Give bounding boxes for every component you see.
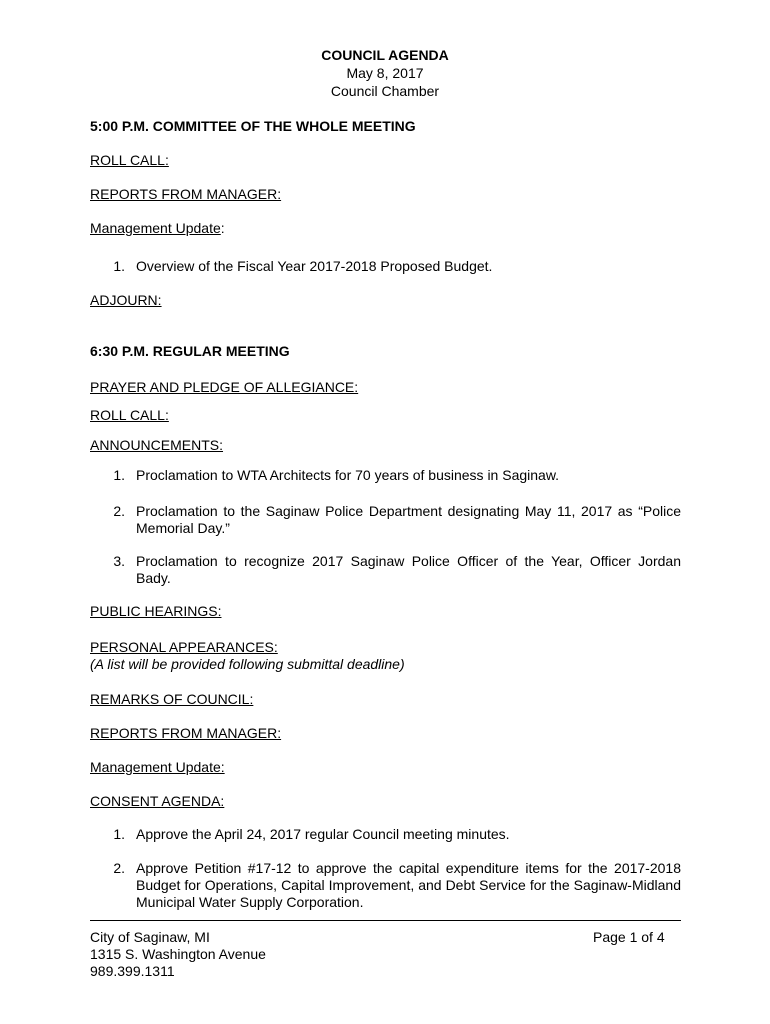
personal-appearances-heading: PERSONAL APPEARANCES: — [90, 639, 278, 655]
committee-heading: 5:00 P.M. COMMITTEE OF THE WHOLE MEETING — [90, 118, 416, 134]
public-hearings-heading: PUBLIC HEARINGS: — [90, 603, 222, 619]
remarks-of-council-heading: REMARKS OF COUNCIL: — [90, 691, 254, 707]
list-item-number: 1. — [113, 467, 125, 483]
list-item-number: 1. — [113, 258, 125, 274]
agenda-date: May 8, 2017 — [346, 65, 424, 81]
committee-roll-call: ROLL CALL: — [90, 152, 169, 168]
management-update-colon: : — [220, 220, 225, 236]
committee-reports-from-manager: REPORTS FROM MANAGER: — [90, 186, 282, 202]
committee-management-update — [90, 220, 225, 237]
regular-management-update: Management Update: — [90, 759, 225, 775]
announcements-heading: ANNOUNCEMENTS: — [90, 437, 224, 453]
list-item-number: 3. — [113, 553, 125, 569]
regular-roll-call: ROLL CALL: — [90, 407, 169, 423]
regular-heading: 6:30 P.M. REGULAR MEETING — [90, 343, 290, 359]
consent-agenda-heading: CONSENT AGENDA: — [90, 793, 225, 809]
list-item-text: Proclamation to recognize 2017 Saginaw Police Officer of the Year, Officer Jordan Bady. — [136, 553, 681, 586]
agenda-location: Council Chamber — [330, 83, 440, 99]
agenda-title: COUNCIL AGENDA — [321, 47, 449, 63]
prayer-and-pledge: PRAYER AND PLEDGE OF ALLEGIANCE: — [90, 379, 359, 395]
footer-address: 1315 S. Washington Avenue — [90, 946, 266, 962]
list-item-number: 2. — [113, 503, 125, 519]
footer-organization: City of Saginaw, MI — [90, 929, 210, 945]
regular-reports-from-manager: REPORTS FROM MANAGER: — [90, 725, 282, 741]
list-item-number: 1. — [113, 826, 125, 842]
committee-adjourn: ADJOURN: — [90, 292, 162, 308]
footer-divider — [90, 920, 681, 921]
personal-appearances-note: (A list will be provided following submittal deadline) — [90, 656, 405, 672]
list-item-text: Approve the April 24, 2017 regular Council meeting minutes. — [136, 826, 510, 842]
list-item-text: Overview of the Fiscal Year 2017-2018 Proposed Budget. — [136, 258, 493, 274]
list-item-text: Proclamation to WTA Architects for 70 years of business in Saginaw. — [136, 467, 560, 483]
management-update-label: Management Update — [90, 220, 221, 236]
footer-phone: 989.399.1311 — [90, 963, 175, 979]
list-item-text: Proclamation to the Saginaw Police Department designating May 11, 2017 as “Police Memorial Day.” — [136, 503, 681, 536]
list-item-number: 2. — [113, 860, 125, 876]
list-item-text: Approve Petition #17-12 to approve the capital expenditure items for the 2017-2018 Budget for Operations, Capital Improvement, and Debt Service for the Saginaw-Midland Municipal Water Supply Corporation. — [136, 860, 681, 910]
page-number: Page 1 of 4 — [593, 929, 665, 945]
